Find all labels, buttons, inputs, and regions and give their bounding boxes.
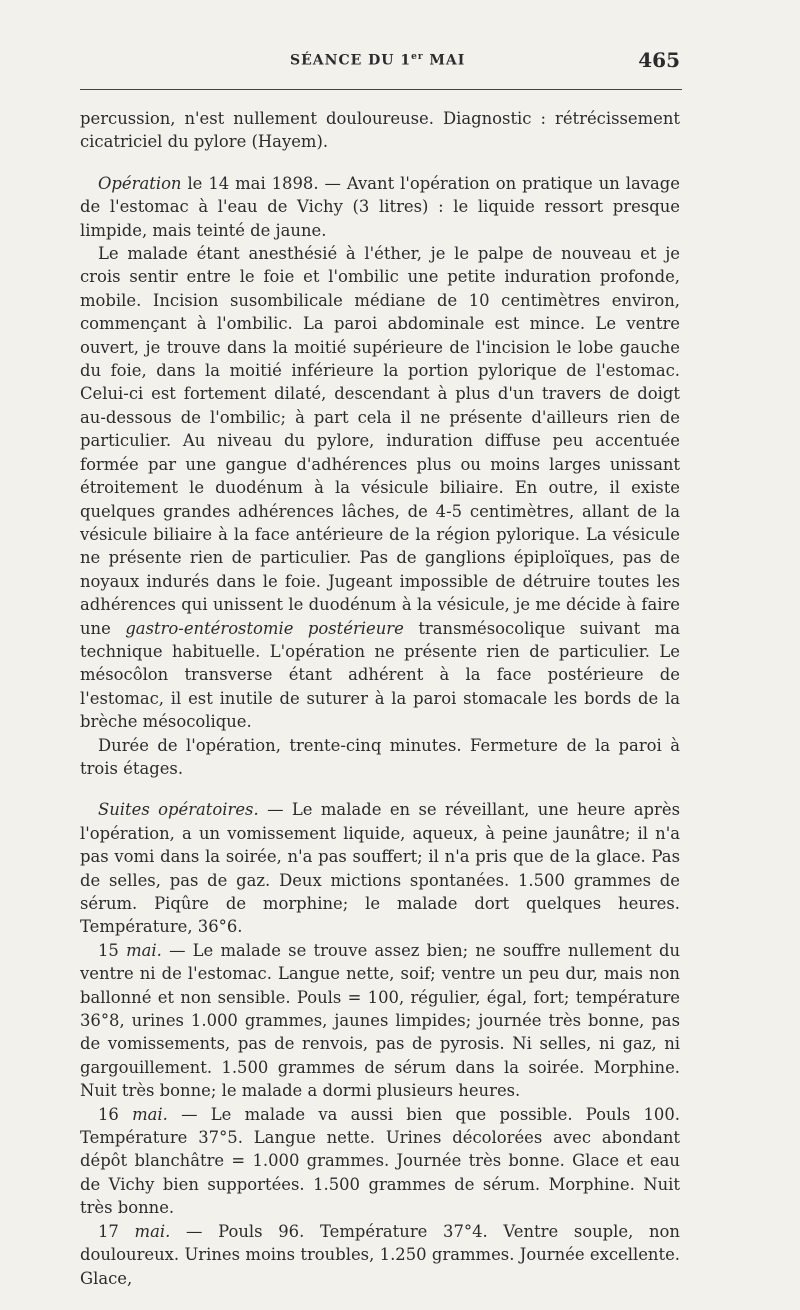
body-text — [80, 107, 680, 1290]
suites-label: Suites opératoires. — [98, 800, 259, 820]
paragraph-day-16: 16 mai. — Le malade va aussi bien que possible. Pouls 100. Température 37°5. Langue nette. Urines décolorées avec abondant dépôt blanchâtre = 1.000 grammes. Journée très bonne. Glace et eau de Vichy bien supportées. 1.500 grammes de sérum. Morphine. Nuit très bonne. — [80, 1104, 680, 1218]
page-header — [80, 48, 680, 76]
header-rule — [80, 89, 682, 90]
page-number: 465 — [638, 48, 680, 72]
paragraph-procedure: Le malade étant anesthésié à l'éther, je le palpe de nouveau et je crois sentir entre le foie et l'ombilic une petite induration profonde, mobile. Incision susombilicale médiane de 10 centimètres environ, commençant à l'ombilic. La paroi abdominale est mince. Le ventre ouvert, je trouve dans la moitié supérieure de l'incision le lobe gauche du foie, dans la moitié inférieure la portion pylorique de l'estomac. Celui-ci est fortement dilaté, descendant à plus d'un travers de doigt au-dessous de l'ombilic; à part cela il ne présente d'ailleurs rien de particulier. Au niveau du pylore, induration diffuse peu accentuée formée par une gangue d'adhérences plus ou moins larges unissant étroitement le duodénum à la vésicule biliaire. En outre, il existe quelques grandes adhérences lâches, de 4-5 centimètres, allant de la vésicule biliaire à la face antérieure de la région pylorique. La vésicule ne présente rien de particulier. Pas de ganglions épiploïques, pas de noyaux indurés dans le foie. Jugeant impossible de détruire toutes les adhérences qui unissent le duodénum à la vésicule, je me décide à faire une gastro-entérostomie postérieure transmésocolique suivant ma technique habituelle. L'opération ne présente rien de particulier. Le mésocôlon transverse étant adhérent à la face postérieure de l'estomac, il est inutile de suturer à la paroi stomacale les bords de la brèche mésocolique. — [80, 244, 680, 732]
procedure-term: gastro-entérostomie postérieure — [125, 618, 404, 638]
running-title: SÉANCE DU 1er MAI — [290, 52, 466, 69]
operation-label: Opération — [98, 173, 182, 193]
paragraph-day-15: 15 mai. — Le malade se trouve assez bien; ne souffre nullement du ventre ni de l'estomac. Langue nette, soif; ventre un peu dur, mais non ballonné et non sensible. Pouls = 100, régulier, égal, fort; température 36°8, urines 1.000 grammes, jaunes limpides; journée très bonne, pas de vomissements, pas de renvois, pas de pyrosis. Ni selles, ni gaz, ni gargouillement. 1.500 grammes de sérum dans la soirée. Morphine. Nuit très bonne; le malade a dormi plusieurs heures. — [80, 940, 680, 1101]
paragraph-suites: Suites opératoires. — Le malade en se réveillant, une heure après l'opération, a un vomissement liquide, aqueux, à peine jaunâtre; il n'a pas vomi dans la soirée, n'a pas souffert; il n'a pris que de la glace. Pas de selles, pas de gaz. Deux mictions spontanées. 1.500 grammes de sérum. Piqûre de morphine; le malade dort quelques heures. Température, 36°6. — [80, 800, 680, 937]
paragraph-operation: Opération le 14 mai 1898. — Avant l'opération on pratique un lavage de l'estomac à l'eau de Vichy (3 litres) : le liquide ressort presque limpide, mais teinté de jaune. — [80, 173, 680, 240]
paragraph-diagnostic: percussion, n'est nullement douloureuse. Diagnostic : rétrécissement cicatriciel du pylore (Hayem). — [80, 109, 680, 152]
paragraph-duration: Durée de l'opération, trente-cinq minutes. Fermeture de la paroi à trois étages. — [80, 735, 680, 778]
paragraph-day-17: 17 mai. — Pouls 96. Température 37°4. Ventre souple, non douloureux. Urines moins troubles, 1.250 grammes. Journée excellente. Glace, — [80, 1221, 680, 1288]
